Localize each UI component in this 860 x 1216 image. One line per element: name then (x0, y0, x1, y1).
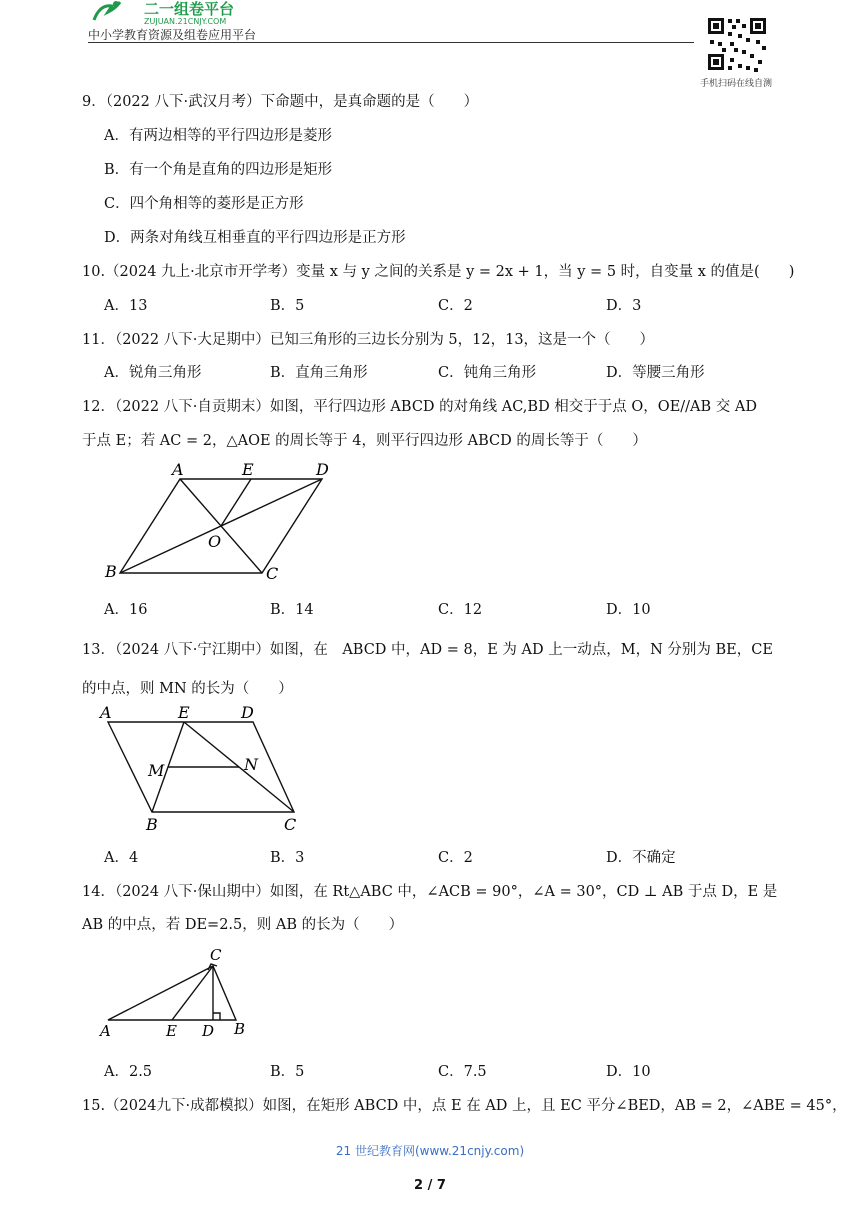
parallelogram-figure-q13 (98, 700, 318, 836)
footer-link[interactable]: 21 世纪教育网(www.21cnjy.com) (335, 1144, 525, 1158)
q10-option-d[interactable]: D．3 (606, 298, 642, 314)
q13-label-a: A (100, 703, 112, 722)
q11-option-d[interactable]: D．等腰三角形 (606, 365, 705, 381)
q11-option-a[interactable]: A．锐角三角形 (104, 365, 202, 381)
q9-option-b[interactable]: B．有一个角是直角的四边形是矩形 (104, 162, 333, 178)
qr-caption: 手机扫码在线自测 (700, 79, 773, 89)
q13-option-a[interactable]: A．4 (104, 850, 139, 866)
header-subtitle: 中小学教育资源及组卷应用平台 (88, 28, 257, 42)
q9-option-d[interactable]: D．两条对角线互相垂直的平行四边形是正方形 (104, 230, 406, 246)
q14-option-c[interactable]: C．7.5 (438, 1064, 487, 1080)
header-divider (88, 42, 694, 43)
q13-label-m: M (148, 761, 165, 780)
question-11: 11．（2022 八下·大足期中）已知三角形的三边长分别为 5，12，13，这是一个（ ） (82, 332, 655, 348)
logo-text: 二一组卷平台 (144, 0, 235, 18)
q12-option-a[interactable]: A．16 (104, 602, 148, 618)
q12-label-b: B (105, 562, 117, 581)
q12-label-a: A (172, 460, 184, 479)
q14-label-b: B (234, 1020, 246, 1038)
q13-label-d: D (241, 703, 254, 722)
q12-label-e: E (242, 460, 254, 479)
q14-option-b[interactable]: B．5 (270, 1064, 305, 1080)
question-14-line-1: 14．（2024 八下·保山期中）如图，在 Rt△ABC 中，∠ACB = 90°，∠A = 30°，CD ⊥ AB 于点 D，E 是 (82, 884, 778, 900)
q14-label-a: A (100, 1022, 111, 1040)
q14-option-a[interactable]: A．2.5 (104, 1064, 153, 1080)
question-15-line-1: 15.（2024九下·成都模拟）如图，在矩形 ABCD 中，点 E 在 AD 上，且 EC 平分∠BED，AB = 2，∠ABE = 45°， (82, 1098, 847, 1114)
q12-label-d: D (316, 460, 329, 479)
q14-label-e: E (166, 1022, 177, 1040)
q12-label-c: C (266, 564, 279, 583)
question-12-line-2: 于点 E；若 AC = 2，△AOE 的周长等于 4，则平行四边形 ABCD 的周长等于（ ） (82, 433, 647, 449)
right-triangle-figure-q14 (98, 942, 258, 1042)
qr-code-icon[interactable] (706, 16, 768, 72)
site-logo (86, 0, 286, 26)
question-14-line-2: AB 的中点，若 DE=2.5，则 AB 的长为（ ） (82, 917, 404, 933)
q9-option-c[interactable]: C．四个角相等的菱形是正方形 (104, 196, 304, 212)
q12-label-o: O (208, 532, 222, 551)
page-number: 2 / 7 (414, 1178, 446, 1193)
question-13-line-2: 的中点，则 MN 的长为（ ） (82, 681, 293, 697)
q13-option-c[interactable]: C．2 (438, 850, 473, 866)
q14-option-d[interactable]: D．10 (606, 1064, 651, 1080)
q13-label-b: B (146, 815, 158, 834)
question-12-line-1: 12．（2022 八下·自贡期末）如图，平行四边形 ABCD 的对角线 AC,BD 相交于于点 O，OE//AB 交 AD (82, 399, 757, 415)
question-10: 10.（2024 九上·北京市开学考）变量 x 与 y 之间的关系是 y = 2x + 1，当 y = 5 时，自变量 x 的值是( ) (82, 264, 795, 280)
q10-option-c[interactable]: C．2 (438, 298, 473, 314)
q13-label-n: N (244, 755, 258, 774)
parallelogram-figure-q12 (100, 455, 340, 585)
logo-domain: ZUJUAN.21CNJY.COM (144, 17, 227, 26)
q10-option-a[interactable]: A．13 (104, 298, 148, 314)
q12-option-b[interactable]: B．14 (270, 602, 314, 618)
q13-label-c: C (284, 815, 297, 834)
q12-option-c[interactable]: C．12 (438, 602, 483, 618)
q13-label-e: E (178, 703, 190, 722)
q13-option-b[interactable]: B．3 (270, 850, 305, 866)
q14-label-c: C (210, 946, 222, 964)
q11-option-c[interactable]: C．钝角三角形 (438, 365, 537, 381)
q13-option-d[interactable]: D．不确定 (606, 850, 676, 866)
q10-option-b[interactable]: B．5 (270, 298, 305, 314)
q11-option-b[interactable]: B．直角三角形 (270, 365, 368, 381)
question-9: 9．（2022 八下·武汉月考）下命题中，是真命题的是（ ） (82, 94, 479, 110)
q14-label-d: D (202, 1022, 215, 1040)
q9-option-a[interactable]: A．有两边相等的平行四边形是菱形 (104, 128, 332, 144)
question-13-line-1: 13．（2024 八下·宁江期中）如图，在 ABCD 中，AD = 8，E 为 AD 上一动点，M，N 分别为 BE，CE (82, 642, 773, 658)
q12-option-d[interactable]: D．10 (606, 602, 651, 618)
